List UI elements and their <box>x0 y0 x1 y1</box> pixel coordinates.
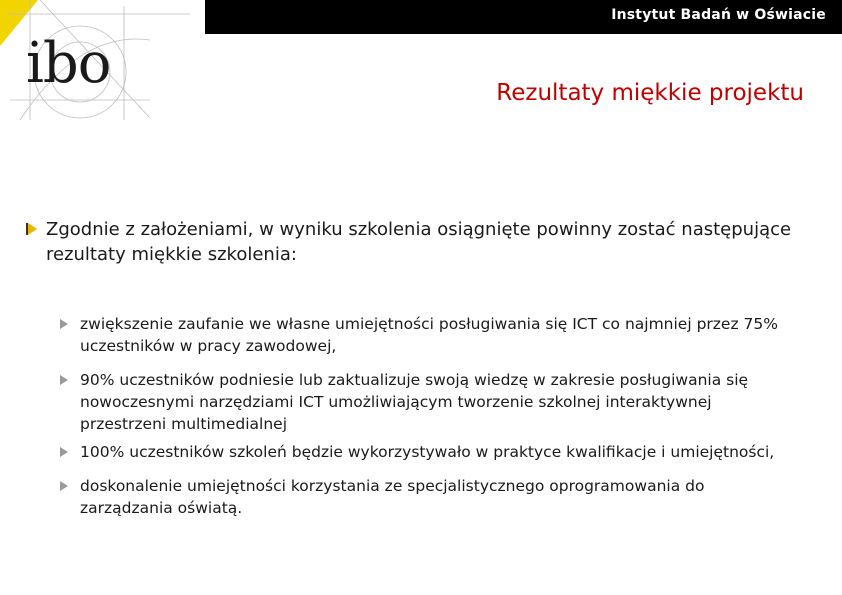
header-bar <box>205 0 842 34</box>
sub-bullet-arrow-icon <box>60 375 68 385</box>
sub-bullet-list <box>60 313 800 531</box>
main-bullet <box>28 217 808 267</box>
logo-text: ibo <box>26 31 111 96</box>
sub-bullet-item <box>60 441 800 463</box>
sub-bullet-item <box>60 475 800 519</box>
bullet-arrow-icon <box>28 223 37 235</box>
sub-bullet-text: doskonalenie umiejętności korzystania ze specjalistycznego oprogramowania do zarządzania oświatą. <box>80 477 705 517</box>
sub-bullet-arrow-icon <box>60 319 68 329</box>
sub-bullet-text: 100% uczestników szkoleń będzie wykorzystywało w praktyce kwalifikacje i umiejętności, <box>80 443 775 461</box>
main-bullet-text: Zgodnie z założeniami, w wyniku szkolenia osiągnięte powinny zostać następujące rezultaty miękkie szkolenia: <box>46 219 792 265</box>
sub-bullet-item <box>60 369 800 435</box>
sub-bullet-text: zwiększenie zaufanie we własne umiejętności posługiwania się ICT co najmniej przez 75% uczestników w pracy zawodowej, <box>80 315 778 355</box>
sub-bullet-arrow-icon <box>60 447 68 457</box>
institute-name: Instytut Badań w Oświacie <box>611 7 826 23</box>
sub-bullet-item <box>60 313 800 357</box>
sub-bullet-arrow-icon <box>60 481 68 491</box>
slide-title: Rezultaty miękkie projektu <box>496 80 804 106</box>
sub-bullet-text: 90% uczestników podniesie lub zaktualizuje swoją wiedzę w zakresie posługiwania się nowoczesnymi narzędziami ICT umożliwiającym tworzenie szkolnej interaktywnej przestrzeni multimedialnej <box>80 371 749 433</box>
